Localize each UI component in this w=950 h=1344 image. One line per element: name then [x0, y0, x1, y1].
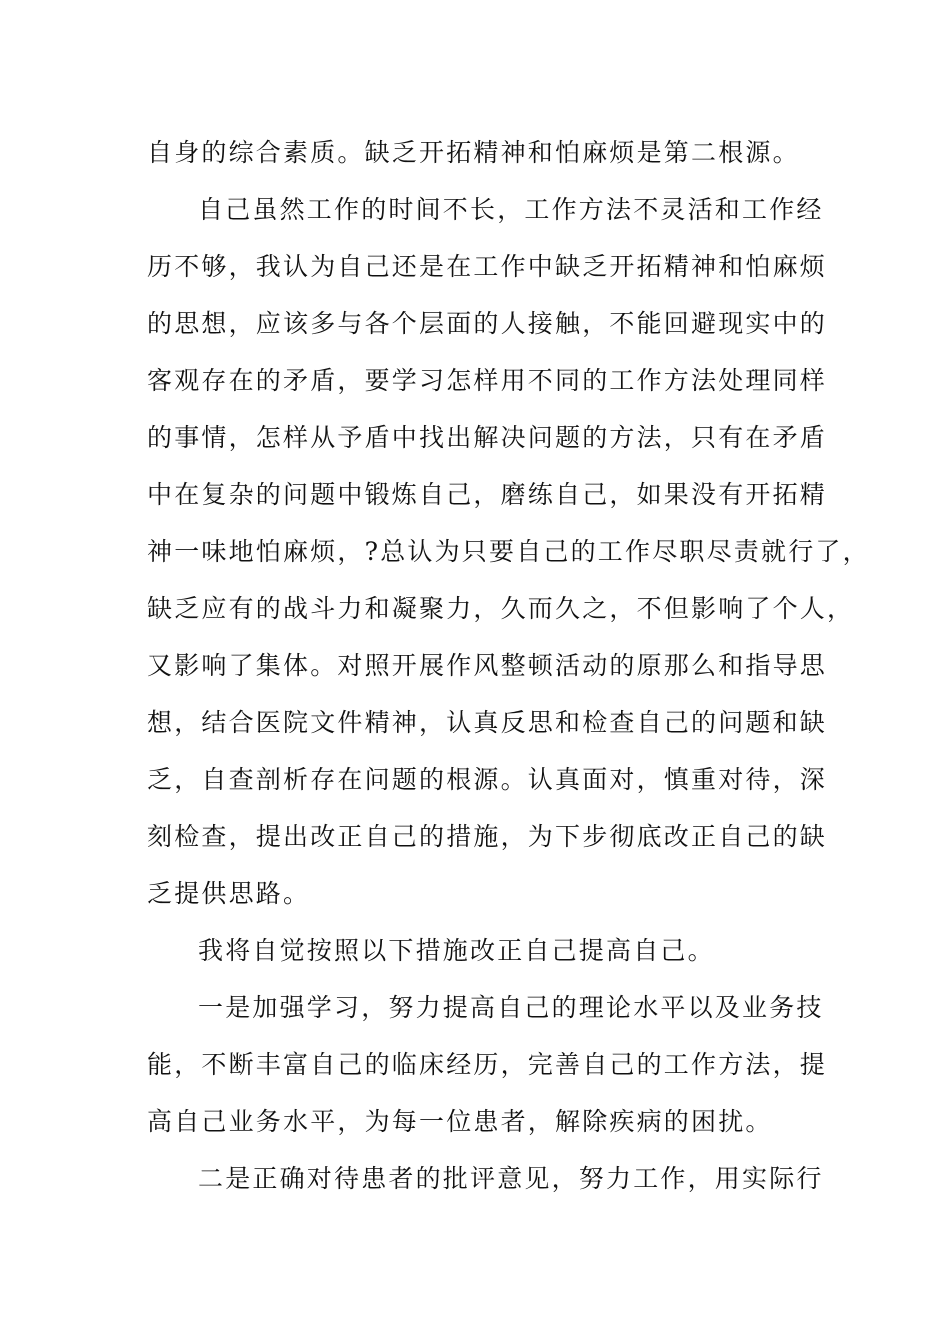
paragraph-start-line: 二是正确对待患者的批评意见，努力工作，用实际行: [198, 1164, 824, 1193]
text-line: 能，不断丰富自己的临床经历，完善自己的工作方法，提: [147, 1050, 828, 1079]
text-line: 乏，自查剖析存在问题的根源。认真面对，慎重对待，深: [147, 765, 828, 794]
text-line: 又影响了集体。对照开展作风整顿活动的原那么和指导思: [147, 651, 828, 680]
text-line: 神一味地怕麻烦，?总认为只要自己的工作尽职尽责就行了，: [147, 537, 870, 566]
text-line: 的事情，怎样从予盾中找出解决问题的方法，只有在矛盾: [147, 423, 828, 452]
text-line: 历不够，我认为自己还是在工作中缺乏开拓精神和怕麻烦: [147, 252, 828, 281]
text-line: 的思想，应该多与各个层面的人接触，不能回避现实中的: [147, 309, 828, 338]
paragraph-start-line: 一是加强学习，努力提高自己的理论水平以及业务技: [198, 993, 824, 1022]
text-line: 中在复杂的问题中锻炼自己，磨练自己，如果没有开拓精: [147, 480, 828, 509]
text-line: 乏提供思路。: [147, 879, 311, 908]
text-line: 高自己业务水平，为每一位患者，解除疾病的困扰。: [147, 1107, 773, 1136]
text-line: 想，结合医院文件精神，认真反思和检查自己的问题和缺: [147, 708, 828, 737]
paragraph-start-line: 自己虽然工作的时间不长，工作方法不灵活和工作经: [198, 195, 824, 224]
text-line: 缺乏应有的战斗力和凝聚力，久而久之，不但影响了个人，: [147, 594, 855, 623]
text-line: 刻检查，提出改正自己的措施，为下步彻底改正自己的缺: [147, 822, 828, 851]
text-line: 自身的综合素质。缺乏开拓精神和怕麻烦是第二根源。: [147, 138, 800, 167]
paragraph-start-line: 我将自觉按照以下措施改正自己提高自己。: [198, 936, 715, 965]
text-line: 客观存在的矛盾，要学习怎样用不同的工作方法处理同样: [147, 366, 828, 395]
